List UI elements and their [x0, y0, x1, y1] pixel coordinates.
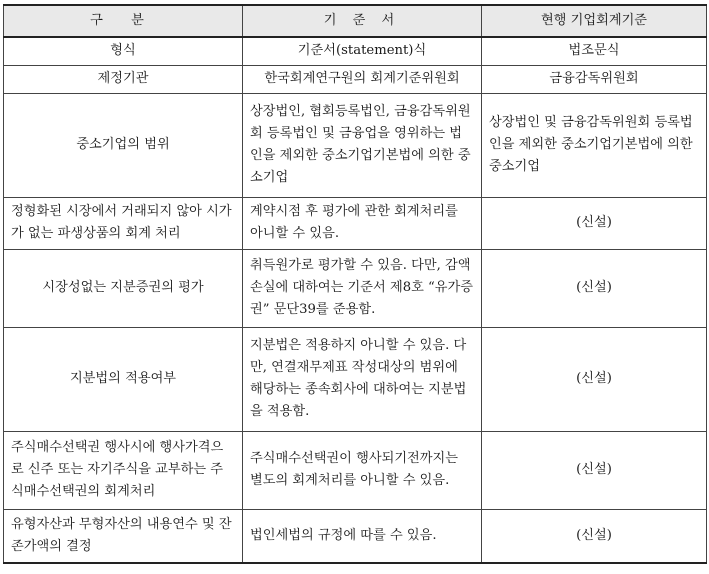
table-row — [4, 197, 707, 249]
row-current: (신설) — [482, 509, 707, 563]
row-standard: 법인세법의 규정에 따를 수 있음. — [243, 509, 482, 563]
row-category: 중소기업의 범위 — [4, 93, 243, 197]
table-row — [4, 249, 707, 327]
comparison-table — [3, 4, 707, 564]
row-category: 형식 — [4, 37, 243, 65]
row-category: 정형화된 시장에서 거래되지 않아 시가가 없는 파생상품의 회계 처리 — [4, 197, 243, 249]
table-row — [4, 509, 707, 563]
row-standard: 주식매수선택권이 행사되기전까지는 별도의 회계처리를 아니할 수 있음. — [243, 431, 482, 509]
header-row — [4, 5, 707, 37]
row-category: 유형자산과 무형자산의 내용연수 및 잔존가액의 결정 — [4, 509, 243, 563]
comparison-table-wrapper — [3, 4, 706, 564]
row-category: 지분법의 적용여부 — [4, 327, 243, 431]
row-standard: 계약시점 후 평가에 관한 회계처리를 아니할 수 있음. — [243, 197, 482, 249]
row-current: (신설) — [482, 197, 707, 249]
row-category: 제정기관 — [4, 65, 243, 93]
row-current: (신설) — [482, 249, 707, 327]
table-row — [4, 93, 707, 197]
table-row — [4, 327, 707, 431]
row-standard: 한국회계연구원의 회계기준위원회 — [243, 65, 482, 93]
header-current: 현행 기업회계기준 — [482, 5, 707, 37]
header-standard: 기 준 서 — [243, 5, 482, 37]
table-row — [4, 431, 707, 509]
row-current: 상장법인 및 금융감독위원회 등록법인을 제외한 중소기업기본법에 의한 중소기업 — [482, 93, 707, 197]
row-current: (신설) — [482, 327, 707, 431]
row-standard: 상장법인, 협회등록법인, 금융감독위원회 등록법인 및 금융업을 영위하는 법인을 제외한 중소기업기본법에 의한 중소기업 — [243, 93, 482, 197]
row-category: 시장성없는 지분증권의 평가 — [4, 249, 243, 327]
row-standard: 지분법은 적용하지 아니할 수 있음. 다만, 연결재무제표 작성대상의 범위에 해당하는 종속회사에 대하여는 지분법을 적용함. — [243, 327, 482, 431]
row-current: 금융감독위원회 — [482, 65, 707, 93]
row-category: 주식매수선택권 행사시에 행사가격으로 신주 또는 자기주식을 교부하는 주식매수선택권의 회계처리 — [4, 431, 243, 509]
row-current: 법조문식 — [482, 37, 707, 65]
table-row — [4, 65, 707, 93]
row-current: (신설) — [482, 431, 707, 509]
row-standard: 기준서(statement)식 — [243, 37, 482, 65]
table-row — [4, 37, 707, 65]
row-standard: 취득원가로 평가할 수 있음. 다만, 감액손실에 대하여는 기준서 제8호 “유가증권” 문단39를 준용함. — [243, 249, 482, 327]
header-category: 구 분 — [4, 5, 243, 37]
